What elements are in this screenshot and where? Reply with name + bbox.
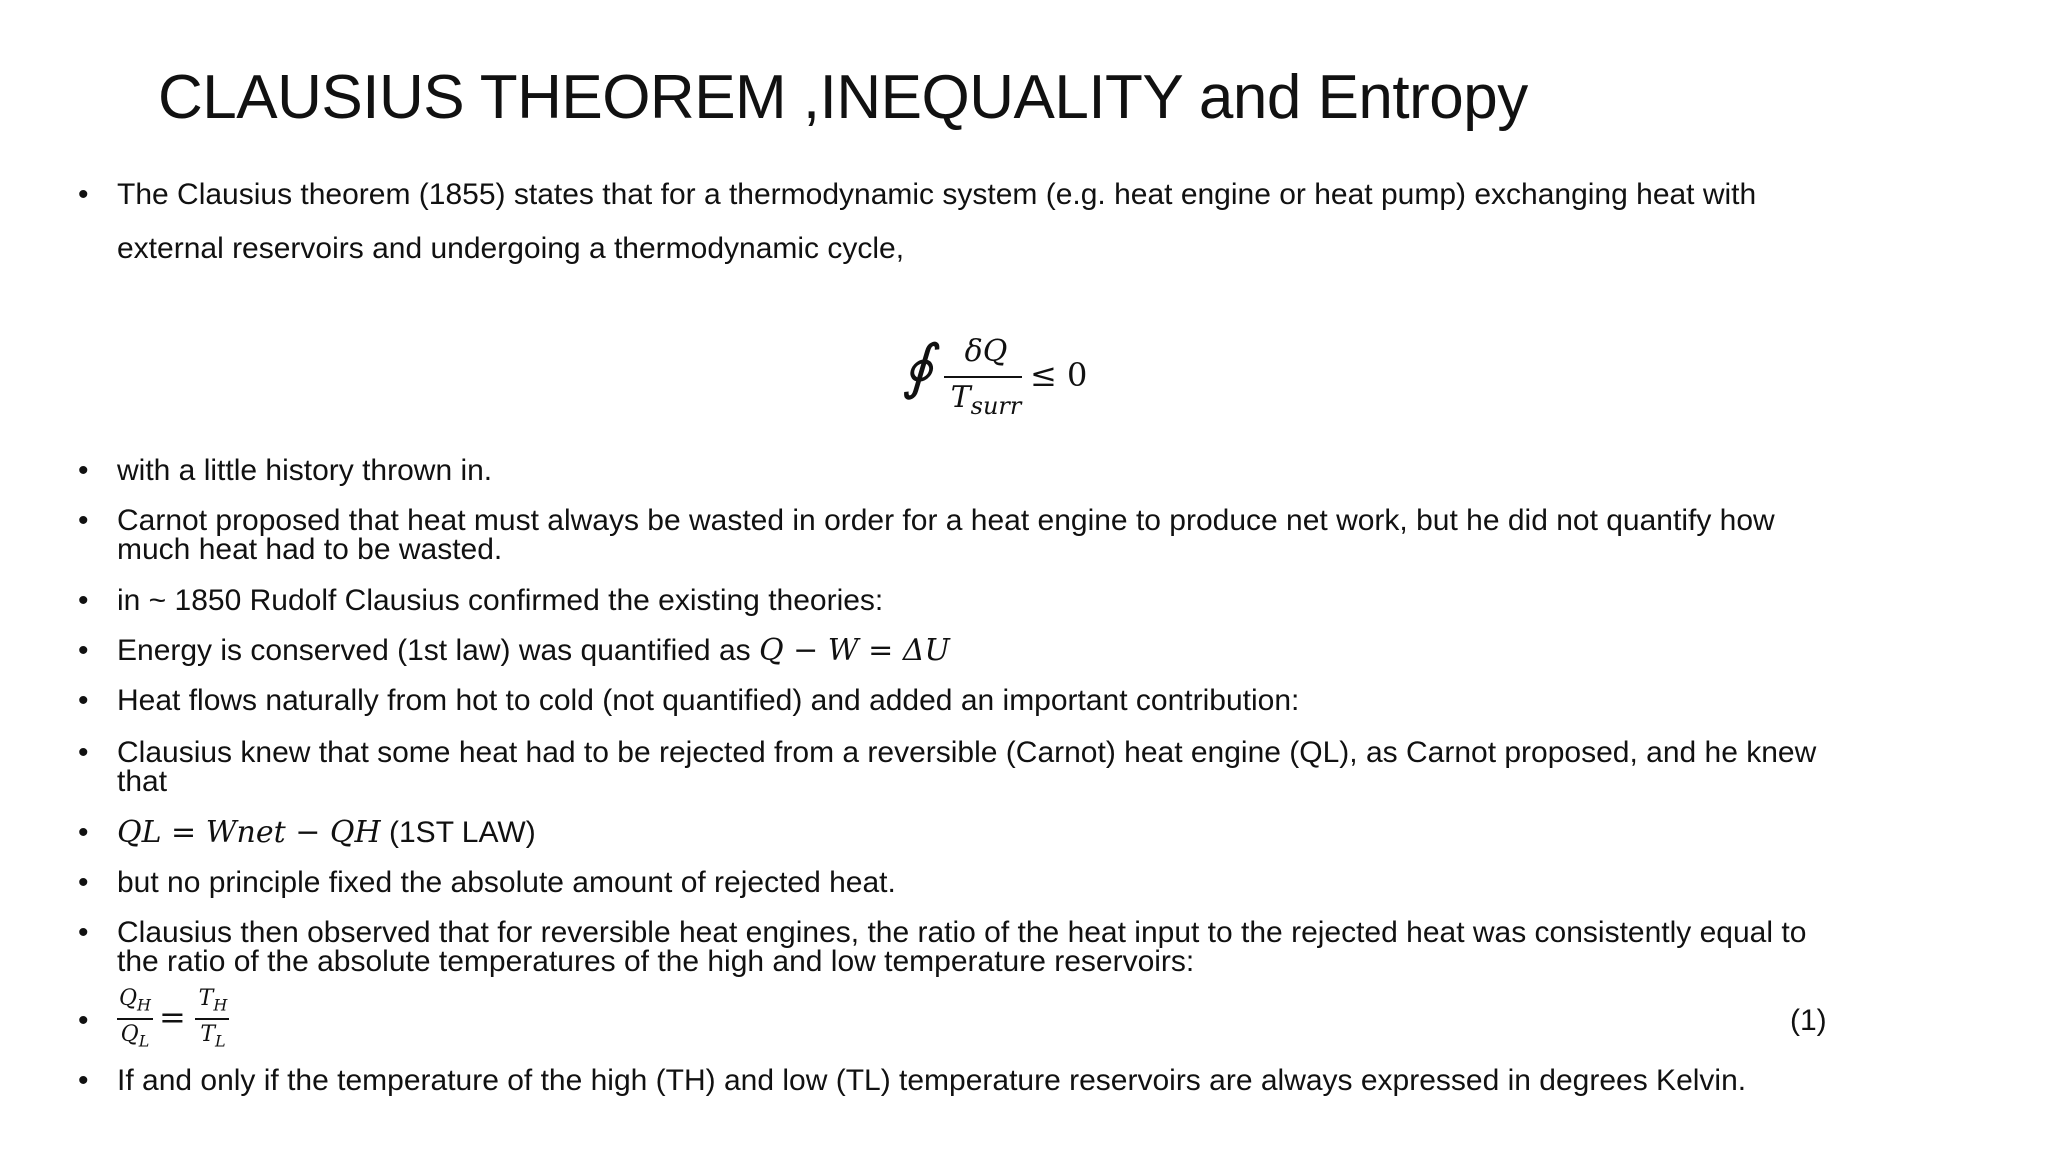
contour-integral-symbol: ∮ (902, 332, 934, 402)
ratio-equals-sign: = (159, 998, 186, 1036)
bullet-text-clausius-knew: Clausius knew that some heat had to be rejected from a reversible (Carnot) heat engine (QL), as Carnot proposed, and he knew (117, 736, 1817, 769)
bullet-text-kelvin: If and only if the temperature of the high (TH) and low (TL) temperature reservoirs are always expressed in degrees Kelvin. (117, 1064, 1747, 1097)
bullet-text-rudolf-clausius: in ~ 1850 Rudolf Clausius confirmed the existing theories: (117, 584, 884, 617)
bullet-text-no-principle: but no principle fixed the absolute amount of rejected heat. (117, 866, 896, 899)
slide-title: CLAUSIUS THEOREM ,INEQUALITY and Entropy (158, 63, 1528, 132)
first-law-equation: Q − W = ΔU (758, 633, 950, 668)
ql-equation: QL = Wnet − QH (117, 815, 381, 850)
fraction-bar (944, 376, 1022, 378)
bullet-text-clausius-knew-cont: that (117, 765, 168, 798)
ratio-left-denominator: $Q_L$ (120, 1022, 150, 1051)
bullet-text-clausius-theorem: The Clausius theorem (1855) states that for a thermodynamic system (e.g. heat engine or heat pump) exchanging heat with (117, 178, 1757, 211)
ratio-left-numerator: $Q_H$ (119, 986, 151, 1015)
ratio-left-bar (117, 1018, 153, 1020)
ratio-right-bar (195, 1018, 229, 1020)
bullet-text-clausius-observed-cont: the ratio of the absolute temperatures of the high and low temperature reservoirs: (117, 945, 1195, 978)
clausius-inequality-equation (902, 326, 1102, 426)
integral-numerator: δQ (964, 334, 1008, 369)
inequality-rhs: ≤ 0 (1030, 356, 1088, 394)
bullet-marker: • (78, 504, 89, 537)
bullet-marker: • (78, 454, 89, 487)
bullet-marker: • (78, 866, 89, 899)
bullet-marker: • (78, 736, 89, 769)
bullet-marker: • (78, 1004, 89, 1037)
bullet-marker: • (78, 1064, 89, 1097)
bullet-text-clausius-theorem-cont: external reservoirs and undergoing a thermodynamic cycle, (117, 232, 905, 265)
bullet-text-carnot-cont: much heat had to be wasted. (117, 533, 503, 566)
ratio-equation (117, 986, 267, 1056)
bullet-marker: • (78, 816, 89, 849)
bullet-text-ql-formula: QL = Wnet − QH (1ST LAW) (117, 815, 536, 850)
ratio-right-numerator: $T_H$ (198, 986, 228, 1015)
integral-denominator: $T_{surr}$ (950, 380, 1022, 420)
bullet-text-clausius-observed: Clausius then observed that for reversible heat engines, the ratio of the heat input to the rejected heat was consistently equal to (117, 916, 1807, 949)
bullet-marker: • (78, 684, 89, 717)
ratio-right-denominator: $T_L$ (200, 1022, 226, 1051)
bullet-marker: • (78, 584, 89, 617)
bullet-marker: • (78, 916, 89, 949)
bullet-text-heat-flow: Heat flows naturally from hot to cold (not quantified) and added an important contribution: (117, 684, 1300, 717)
bullet-text-carnot: Carnot proposed that heat must always be wasted in order for a heat engine to produce net work, but he did not quantify how (117, 504, 1775, 537)
bullet-marker: • (78, 634, 89, 667)
bullet-marker: • (78, 178, 89, 211)
bullet-text-history: with a little history thrown in. (117, 454, 493, 487)
bullet-text-first-law: Energy is conserved (1st law) was quantified as Q − W = ΔU (117, 633, 950, 668)
equation-number: (1) (1790, 1004, 1827, 1037)
